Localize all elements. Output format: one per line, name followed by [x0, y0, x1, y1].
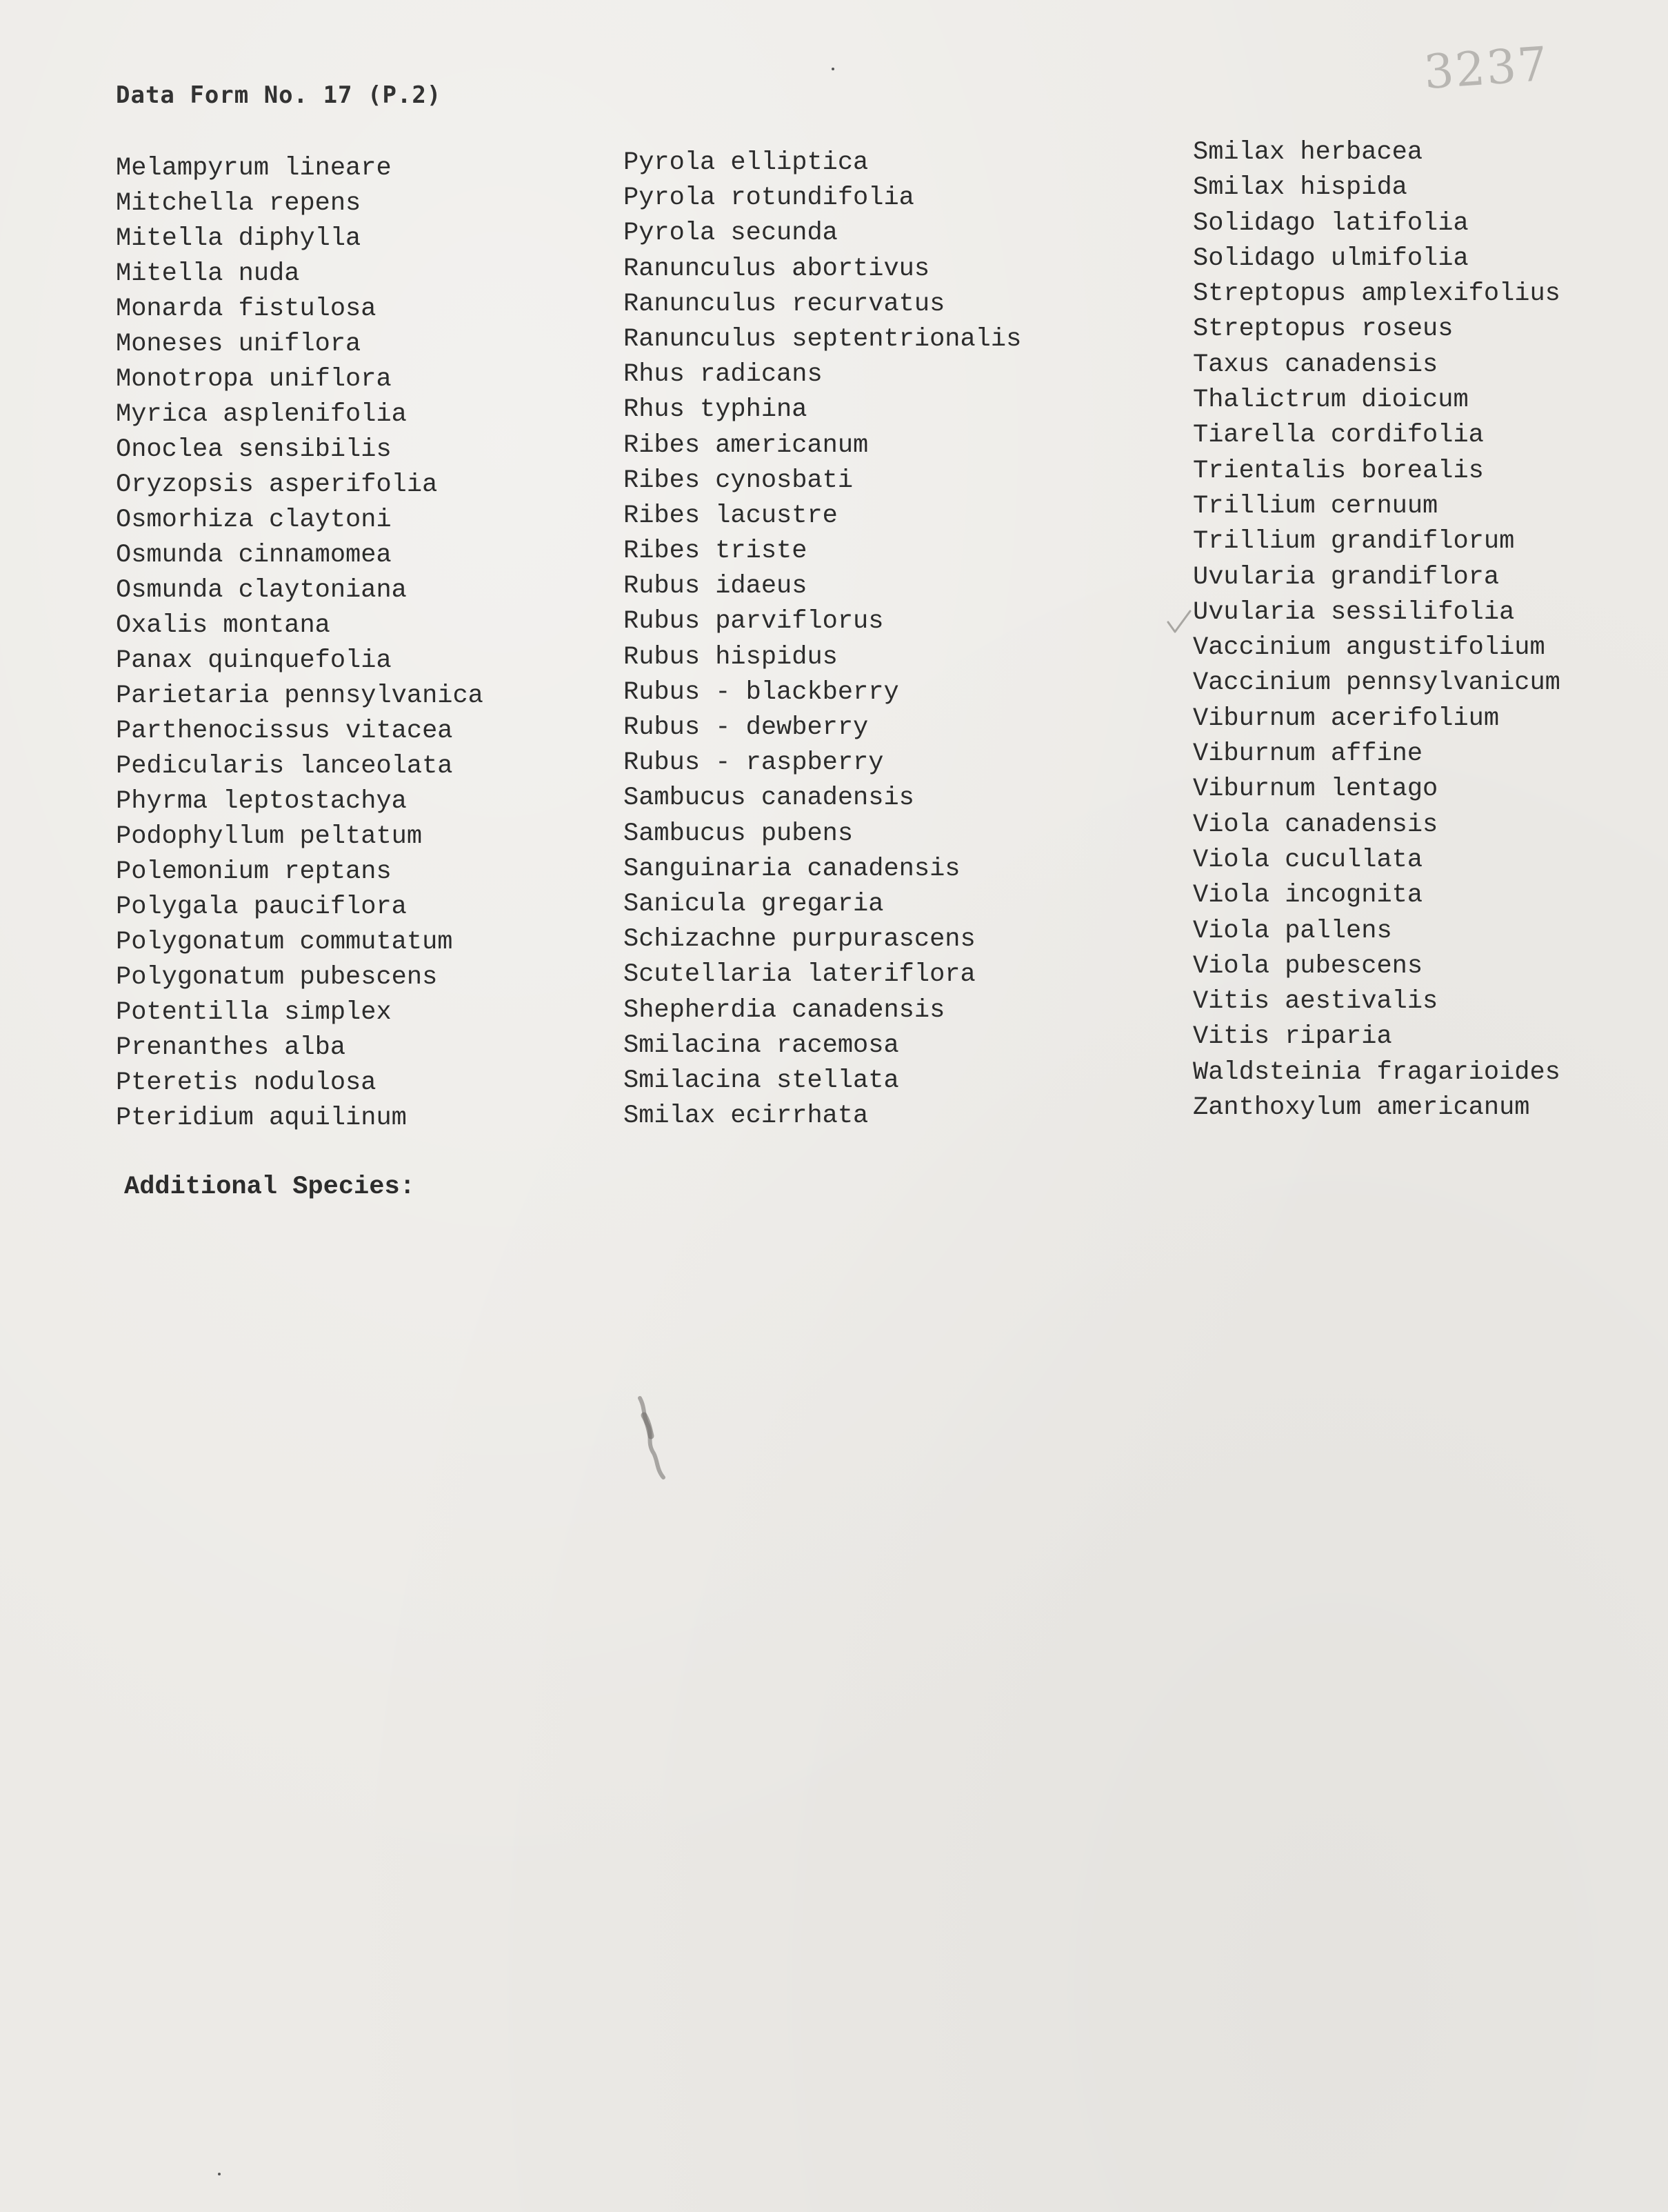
species-name: Vaccinium pennsylvanicum [1193, 668, 1560, 698]
species-name: Rubus hispidus [623, 642, 838, 672]
species-name: Vitis riparia [1193, 1022, 1392, 1052]
species-name: Melampyrum lineare [116, 154, 392, 183]
pencil-smudge-mark [633, 1395, 674, 1481]
species-name: Viola canadensis [1193, 810, 1438, 839]
species-name: Osmunda cinnamomea [116, 541, 392, 570]
species-name: Panax quinquefolia [116, 646, 392, 675]
species-name: Rhus radicans [623, 360, 823, 390]
species-name: Viola cucullata [1193, 845, 1423, 875]
species-name: Oxalis montana [116, 611, 330, 640]
species-name: Zanthoxylum americanum [1193, 1093, 1530, 1123]
species-name: Mitchella repens [116, 189, 361, 218]
species-name: Myrica asplenifolia [116, 400, 407, 429]
species-name: Mitella diphylla [116, 224, 361, 253]
species-name: Rhus typhina [623, 395, 807, 425]
species-name: Rubus - raspberry [623, 748, 884, 778]
species-name: Viburnum acerifolium [1193, 704, 1500, 733]
species-name: Viola pallens [1193, 916, 1392, 946]
species-name: Ribes triste [623, 537, 807, 566]
species-name: Smilax herbacea [1193, 138, 1423, 167]
species-name: Ribes americanum [623, 430, 869, 460]
species-name: Mitella nuda [116, 259, 300, 288]
species-name: Rubus parviflorus [623, 607, 884, 637]
species-name: Potentilla simplex [116, 998, 392, 1027]
species-name: Pteridium aquilinum [116, 1104, 407, 1133]
species-name: Sanicula gregaria [623, 889, 884, 919]
species-name: Pteretis nodulosa [116, 1068, 376, 1097]
species-name: Sambucus canadensis [623, 784, 914, 813]
species-name: Smilax ecirrhata [623, 1102, 869, 1131]
additional-species-label: Additional Species: [124, 1173, 415, 1202]
species-name: Pyrola rotundifolia [623, 183, 914, 213]
species-name: Sanguinaria canadensis [623, 854, 961, 884]
species-name: Smilacina stellata [623, 1066, 899, 1095]
species-name: Pedicularis lanceolata [116, 752, 453, 781]
species-name: Viola incognita [1193, 881, 1423, 910]
paper-speck [832, 68, 834, 70]
species-name: Osmorhiza claytoni [116, 506, 392, 535]
species-name: Rubus - dewberry [623, 713, 869, 742]
species-column-2 [623, 146, 1021, 1134]
species-name: Uvularia grandiflora [1193, 562, 1500, 592]
handwritten-page-number: 3237 [1422, 37, 1551, 101]
species-name: Thalictrum dioicum [1193, 386, 1469, 415]
species-name: Parthenocissus vitacea [116, 717, 453, 746]
species-column-3 [1193, 135, 1560, 1126]
species-name: Solidago ulmifolia [1193, 243, 1469, 273]
species-name: Moneses uniflora [116, 330, 361, 359]
species-name: Solidago latifolia [1193, 208, 1469, 238]
species-name: Rubus idaeus [623, 572, 807, 601]
species-name: Smilax hispida [1193, 173, 1407, 203]
pencil-checkmark-icon [1165, 608, 1193, 636]
species-name: Tiarella cordifolia [1193, 421, 1484, 450]
form-title: Data Form No. 17 (P.2) [116, 81, 442, 109]
species-name: Polygonatum pubescens [116, 963, 438, 992]
species-name: Vitis aestivalis [1193, 987, 1438, 1017]
species-name: Ranunculus recurvatus [623, 289, 945, 319]
species-name: Viburnum lentago [1193, 775, 1438, 804]
species-name: Monarda fistulosa [116, 295, 376, 323]
species-name: Trillium cernuum [1193, 491, 1438, 521]
species-name: Rubus - blackberry [623, 677, 899, 707]
species-name: Osmunda claytoniana [116, 576, 407, 605]
species-name: Viburnum affine [1193, 739, 1423, 769]
species-name: Streptopus amplexifolius [1193, 279, 1560, 309]
species-name: Schizachne purpurascens [623, 925, 976, 955]
species-name: Taxus canadensis [1193, 350, 1438, 379]
species-name: Onoclea sensibilis [116, 435, 392, 464]
paper-speck [218, 2173, 221, 2175]
species-name: Polygonatum commutatum [116, 928, 453, 957]
species-name: Oryzopsis asperifolia [116, 470, 438, 499]
species-name: Trillium grandiflorum [1193, 527, 1515, 557]
species-name: Phyrma leptostachya [116, 787, 407, 816]
species-name: Waldsteinia fragarioides [1193, 1057, 1560, 1087]
species-name: Viola pubescens [1193, 951, 1423, 981]
species-name: Podophyllum peltatum [116, 822, 423, 851]
species-name: Trientalis borealis [1193, 456, 1484, 486]
species-name: Polemonium reptans [116, 857, 392, 886]
species-name: Sambucus pubens [623, 819, 854, 848]
species-name: Uvularia sessilifolia [1193, 597, 1515, 627]
species-name: Monotropa uniflora [116, 365, 392, 394]
species-name: Prenanthes alba [116, 1033, 346, 1062]
species-name: Smilacina racemosa [623, 1030, 899, 1060]
species-name: Ranunculus septentrionalis [623, 324, 1022, 354]
species-name: Pyrola elliptica [623, 148, 869, 177]
species-name: Scutellaria lateriflora [623, 960, 976, 990]
species-name: Pyrola secunda [623, 219, 838, 248]
species-name: Streptopus roseus [1193, 315, 1454, 344]
species-name: Ranunculus abortivus [623, 254, 930, 283]
species-column-1 [116, 151, 483, 1136]
species-name: Ribes lacustre [623, 501, 838, 530]
species-name: Parietaria pennsylvanica [116, 681, 483, 710]
species-name: Vaccinium angustifolium [1193, 633, 1545, 663]
species-name: Shepherdia canadensis [623, 995, 945, 1025]
species-name: Polygala pauciflora [116, 893, 407, 921]
species-name: Ribes cynosbati [623, 466, 854, 495]
